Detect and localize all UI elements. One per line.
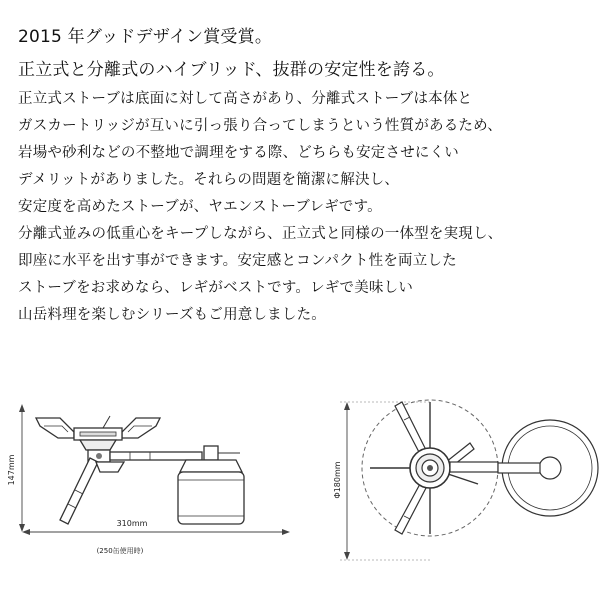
body-line: 即座に水平を出す事ができます。安定感とコンパクト性を両立した [18,253,457,269]
body-line: デメリットがありました。それらの問題を簡潔に解決し、 [18,172,400,188]
canister-note-label: (250缶使用時) [96,547,144,555]
tagline-heading: 正立式と分離式のハイブリッド、抜群の安定性を誇る。 [18,60,445,80]
body-line: 正立式ストーブは底面に対して高さがあり、分離式ストーブは本体と [18,91,473,107]
height-label: 147mm [7,454,16,486]
body-line: 山岳料理を楽しむシリーズもご用意しました。 [18,307,326,323]
width-label: 310mm [116,519,148,528]
width-dimension-line [22,529,290,535]
diameter-label: Φ180mm [333,461,342,499]
description-text [18,22,588,329]
stove-dimension-diagram [0,388,600,600]
top-view-stove [340,400,598,560]
side-view-stove [19,404,290,535]
body-line: 岩場や砂利などの不整地で調理をする際、どちらも安定させにくい [18,145,459,161]
body-line: 分離式並みの低重心をキープしながら、正立式と同様の一体型を実現し、 [18,226,503,242]
height-dimension-line [19,404,25,532]
body-line: ストーブをお求めなら、レギがベストです。レギで美味しい [18,280,414,296]
award-heading: 2015 年グッドデザイン賞受賞。 [18,27,273,47]
body-line: 安定度を高めたストーブが、ヤエンストーブレギです。 [18,199,382,215]
body-line: ガスカートリッジが互いに引っ張り合ってしまうという性質があるため、 [18,118,502,134]
